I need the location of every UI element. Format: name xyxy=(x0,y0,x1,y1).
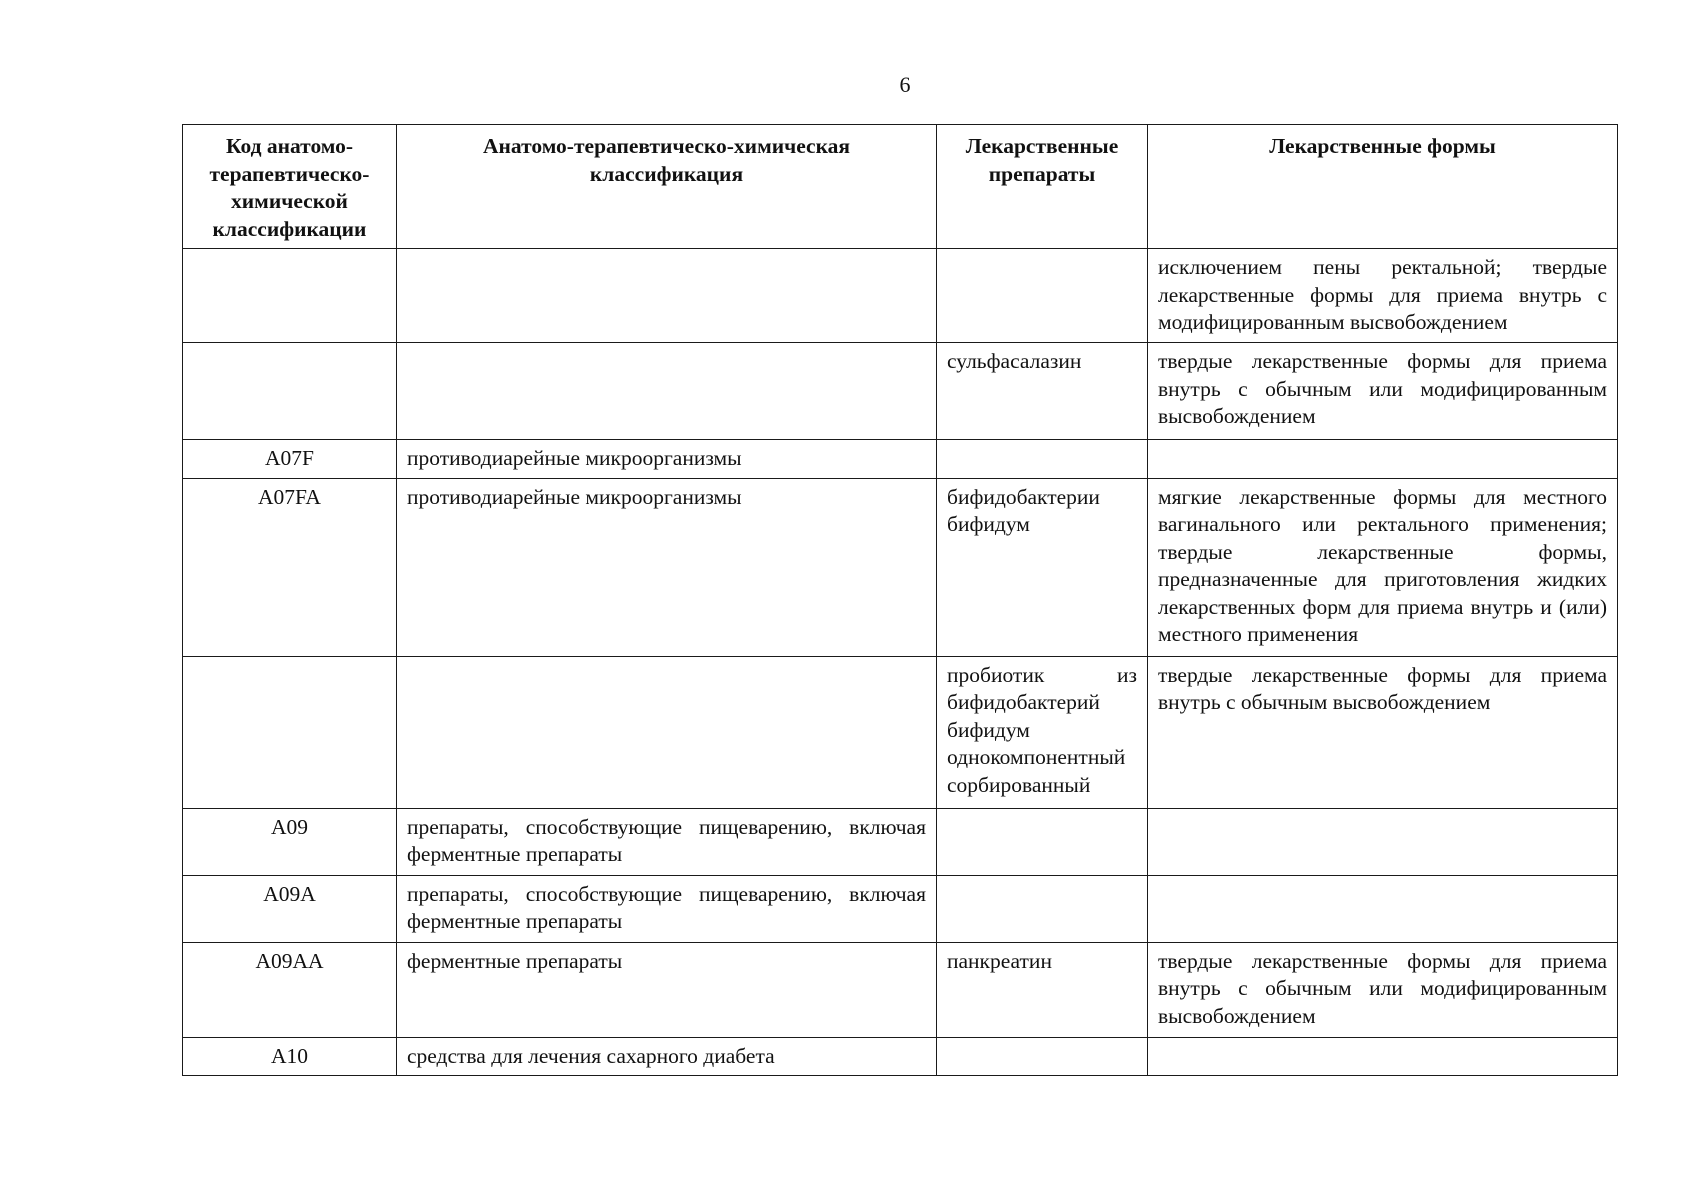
page-number: 6 xyxy=(899,72,911,97)
cell-drug: бифидобактерии бифидум xyxy=(937,478,1148,656)
cell-drug xyxy=(937,875,1148,942)
cell-code xyxy=(183,343,397,440)
cell-drug xyxy=(937,440,1148,479)
cell-code: A07FA xyxy=(183,478,397,656)
cell-code: A09 xyxy=(183,808,397,875)
cell-code: A09A xyxy=(183,875,397,942)
table-row xyxy=(183,478,1618,656)
table-row xyxy=(183,1037,1618,1076)
cell-drug xyxy=(937,249,1148,343)
cell-forms: твердые лекарственные формы для приема внутрь с обычным или модифицированным высвобождением xyxy=(1148,343,1618,440)
table-header xyxy=(183,125,1618,249)
table-row xyxy=(183,440,1618,479)
header-row xyxy=(183,125,1618,249)
header-forms: Лекарственные формы xyxy=(1148,125,1618,249)
cell-forms: исключением пены ректальной; твердые лекарственные формы для приема внутрь с модифицированным высвобождением xyxy=(1148,249,1618,343)
atc-drug-table xyxy=(182,124,1618,1076)
cell-classification xyxy=(397,343,937,440)
cell-code: A07F xyxy=(183,440,397,479)
cell-code: A09AA xyxy=(183,942,397,1037)
cell-classification xyxy=(397,656,937,808)
cell-forms xyxy=(1148,440,1618,479)
cell-classification: противодиарейные микроорганизмы xyxy=(397,478,937,656)
cell-forms: мягкие лекарственные формы для местного вагинального или ректального применения; твердые лекарственные формы, предназначенные для приготовления жидких лекарственных форм для приема внутрь и (или) местного применения xyxy=(1148,478,1618,656)
header-classification: Анатомо-терапевтическо-химическая классификация xyxy=(397,125,937,249)
cell-classification: противодиарейные микроорганизмы xyxy=(397,440,937,479)
header-drugs: Лекарственные препараты xyxy=(937,125,1148,249)
table-row xyxy=(183,875,1618,942)
cell-drug xyxy=(937,1037,1148,1076)
cell-drug xyxy=(937,808,1148,875)
table-row xyxy=(183,343,1618,440)
table-row xyxy=(183,656,1618,808)
table-body xyxy=(183,249,1618,1076)
cell-code: A10 xyxy=(183,1037,397,1076)
table-row xyxy=(183,942,1618,1037)
cell-drug: сульфасалазин xyxy=(937,343,1148,440)
cell-classification: ферментные препараты xyxy=(397,942,937,1037)
cell-code xyxy=(183,656,397,808)
cell-classification xyxy=(397,249,937,343)
table-row xyxy=(183,249,1618,343)
table-row xyxy=(183,808,1618,875)
cell-drug: панкреатин xyxy=(937,942,1148,1037)
cell-classification: препараты, способствующие пищеварению, включая ферментные препараты xyxy=(397,875,937,942)
header-code: Код анатомо-терапевтическо-химической классификации xyxy=(183,125,397,249)
cell-drug: пробиотик из бифидобактерий бифидум однокомпонентный сорбированный xyxy=(937,656,1148,808)
cell-forms xyxy=(1148,1037,1618,1076)
cell-forms: твердые лекарственные формы для приема внутрь с обычным или модифицированным высвобождением xyxy=(1148,942,1618,1037)
cell-forms: твердые лекарственные формы для приема внутрь с обычным высвобождением xyxy=(1148,656,1618,808)
cell-classification: средства для лечения сахарного диабета xyxy=(397,1037,937,1076)
cell-code xyxy=(183,249,397,343)
cell-classification: препараты, способствующие пищеварению, включая ферментные препараты xyxy=(397,808,937,875)
cell-forms xyxy=(1148,808,1618,875)
cell-forms xyxy=(1148,875,1618,942)
